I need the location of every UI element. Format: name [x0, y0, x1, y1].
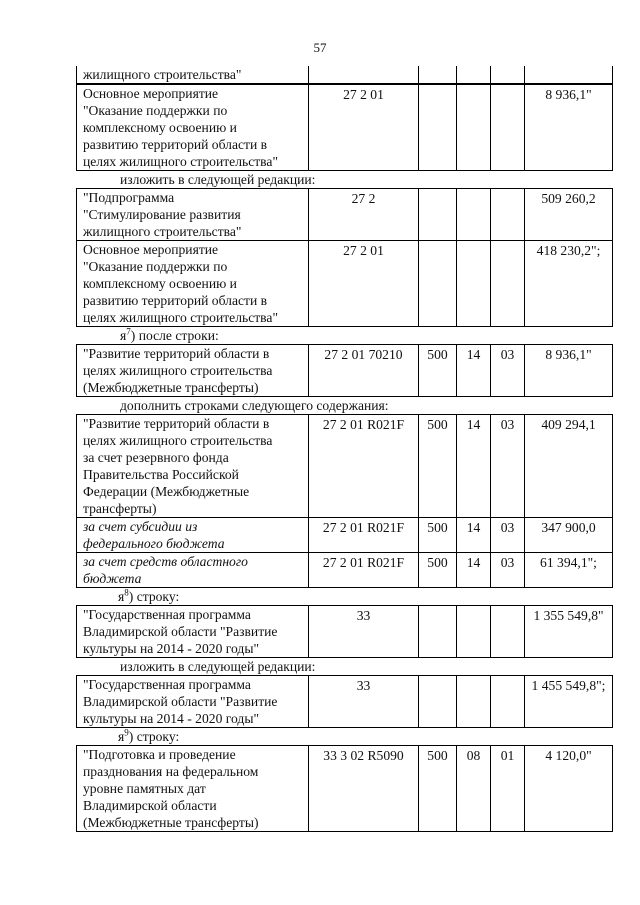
row-name-line: "Оказание поддержки по: [83, 259, 228, 274]
table-row: [77, 85, 613, 171]
instruction-item-letter: я: [118, 589, 125, 604]
classification-code-cell: 33 3 02 R5090: [309, 746, 419, 832]
row-name-line: за счет субсидии из: [83, 519, 198, 534]
amount-cell: 347 900,0: [525, 518, 613, 553]
row-name-line: за счет резервного фонда: [83, 450, 229, 465]
row-name-line: Правительства Российской: [83, 467, 239, 482]
page-number: 57: [313, 40, 327, 55]
row-name-line: целях жилищного строительства": [83, 154, 278, 169]
section-cell: 14: [457, 345, 491, 397]
expense-type-cell: 500: [419, 345, 457, 397]
amount-cell: 4 120,0": [525, 746, 613, 832]
row-name-line: "Развитие территорий области в: [83, 346, 270, 361]
expense-type-cell: 500: [419, 746, 457, 832]
row-name-line: Федерации (Межбюджетные: [83, 484, 250, 499]
row-name-line: развитию территорий области в: [83, 293, 268, 308]
instruction-text: изложить в следующей редакции:: [120, 172, 316, 187]
budget-table: [76, 605, 613, 658]
row-name-line: Владимирской области "Развитие: [83, 694, 278, 709]
expense-type-cell: [419, 241, 457, 327]
amount-cell: 61 394,1";: [525, 553, 613, 588]
section-cell: 14: [457, 518, 491, 553]
section-cell: [457, 66, 491, 84]
instruction-line: [76, 171, 612, 188]
instruction-item-number: 9: [124, 727, 129, 738]
amount-cell: 1 455 549,8";: [525, 676, 613, 728]
row-name-cell: [77, 189, 309, 241]
row-name-line: "Стимулирование развития: [83, 207, 241, 222]
instruction-item-letter: я: [118, 729, 125, 744]
table-row: [77, 746, 613, 832]
section-cell: [457, 189, 491, 241]
section-cell: [457, 85, 491, 171]
instruction-line: [76, 588, 612, 605]
row-name-cell: [77, 676, 309, 728]
classification-code-cell: 33: [309, 606, 419, 658]
row-name-line: Владимирской области: [83, 798, 217, 813]
subsection-cell: [491, 606, 525, 658]
instruction-item-number: 7: [126, 326, 131, 337]
budget-table: [76, 745, 613, 832]
subsection-cell: [491, 189, 525, 241]
budget-table: [76, 344, 613, 397]
instruction-text: ) строку:: [128, 589, 180, 604]
row-name-line: федерального бюджета: [83, 536, 225, 551]
table-row: [77, 345, 613, 397]
instruction-item-letter: я: [120, 328, 127, 343]
section-cell: [457, 241, 491, 327]
row-name-line: "Подпрограмма: [83, 190, 175, 205]
instruction-line: [76, 327, 612, 344]
instruction-text: ) после строки:: [130, 328, 219, 343]
document-body: [76, 66, 612, 832]
instruction-text: изложить в следующей редакции:: [120, 659, 316, 674]
row-name-line: комплексному освоению и: [83, 120, 237, 135]
section-cell: [457, 676, 491, 728]
row-name-line: целях жилищного строительства: [83, 433, 273, 448]
expense-type-cell: 500: [419, 415, 457, 518]
classification-code-cell: 27 2 01 70210: [309, 345, 419, 397]
row-name-cell: [77, 606, 309, 658]
row-name-line: празднования на федеральном: [83, 764, 259, 779]
row-name-cell: [77, 66, 309, 84]
row-name-line: Владимирской области "Развитие: [83, 624, 278, 639]
row-name-line: "Государственная программа: [83, 677, 251, 692]
amount-cell: 509 260,2: [525, 189, 613, 241]
table-row: [77, 66, 613, 84]
expense-type-cell: [419, 189, 457, 241]
budget-table: [76, 675, 613, 728]
table-row: [77, 415, 613, 518]
section-cell: 14: [457, 553, 491, 588]
table-row: [77, 241, 613, 327]
budget-table: [76, 84, 613, 171]
row-name-line: трансферты): [83, 501, 157, 516]
classification-code-cell: 33: [309, 676, 419, 728]
amount-cell: 8 936,1": [525, 85, 613, 171]
row-name-line: целях жилищного строительства": [83, 310, 278, 325]
expense-type-cell: [419, 606, 457, 658]
amount-cell: 418 230,2";: [525, 241, 613, 327]
row-name-cell: [77, 345, 309, 397]
subsection-cell: [491, 241, 525, 327]
expense-type-cell: [419, 676, 457, 728]
subsection-cell: 03: [491, 518, 525, 553]
subsection-cell: 01: [491, 746, 525, 832]
table-row: [77, 606, 613, 658]
table-row: [77, 189, 613, 241]
subsection-cell: [491, 676, 525, 728]
amount-cell: 8 936,1": [525, 345, 613, 397]
row-name-line: жилищного строительства": [83, 224, 242, 239]
row-name-cell: [77, 746, 309, 832]
row-name-line: культуры на 2014 - 2020 годы": [83, 641, 260, 656]
subsection-cell: [491, 66, 525, 84]
row-name-cell: [77, 518, 309, 553]
row-name-line: комплексному освоению и: [83, 276, 237, 291]
amount-cell: 409 294,1: [525, 415, 613, 518]
section-cell: [457, 606, 491, 658]
budget-table: [76, 188, 613, 327]
section-cell: 08: [457, 746, 491, 832]
budget-table: [76, 414, 613, 588]
amount-cell: 1 355 549,8": [525, 606, 613, 658]
table-row: [77, 518, 613, 553]
row-name-cell: [77, 415, 309, 518]
row-name-line: бюджета: [83, 571, 142, 586]
row-name-cell: [77, 85, 309, 171]
subsection-cell: 03: [491, 553, 525, 588]
subsection-cell: [491, 85, 525, 171]
row-name-line: уровне памятных дат: [83, 781, 206, 796]
instruction-line: [76, 728, 612, 745]
instruction-line: [76, 397, 612, 414]
budget-table: [76, 66, 613, 84]
classification-code-cell: 27 2 01: [309, 85, 419, 171]
classification-code-cell: [309, 66, 419, 84]
row-name-line: (Межбюджетные трансферты): [83, 815, 259, 830]
amount-cell: [525, 66, 613, 84]
expense-type-cell: [419, 85, 457, 171]
classification-code-cell: 27 2: [309, 189, 419, 241]
row-name-line: Основное мероприятие: [83, 242, 219, 257]
classification-code-cell: 27 2 01 R021F: [309, 518, 419, 553]
classification-code-cell: 27 2 01 R021F: [309, 553, 419, 588]
row-name-line: (Межбюджетные трансферты): [83, 380, 259, 395]
row-name-line: "Оказание поддержки по: [83, 103, 228, 118]
instruction-line: [76, 658, 612, 675]
row-name-line: "Государственная программа: [83, 607, 251, 622]
table-row: [77, 676, 613, 728]
section-cell: 14: [457, 415, 491, 518]
classification-code-cell: 27 2 01 R021F: [309, 415, 419, 518]
instruction-text: дополнить строками следующего содержания:: [120, 398, 389, 413]
row-name-cell: [77, 241, 309, 327]
expense-type-cell: [419, 66, 457, 84]
row-name-line: "Подготовка и проведение: [83, 747, 236, 762]
table-row: [77, 553, 613, 588]
row-name-line: культуры на 2014 - 2020 годы": [83, 711, 260, 726]
instruction-text: ) строку:: [128, 729, 180, 744]
row-name-cell: [77, 553, 309, 588]
row-name-line: Основное мероприятие: [83, 86, 219, 101]
row-name-line: жилищного строительства": [83, 67, 242, 82]
row-name-line: развитию территорий области в: [83, 137, 268, 152]
row-name-line: целях жилищного строительства: [83, 363, 273, 378]
instruction-item-number: 8: [124, 587, 129, 598]
row-name-line: "Развитие территорий области в: [83, 416, 270, 431]
subsection-cell: 03: [491, 345, 525, 397]
row-name-line: за счет средств областного: [83, 554, 248, 569]
expense-type-cell: 500: [419, 518, 457, 553]
classification-code-cell: 27 2 01: [309, 241, 419, 327]
subsection-cell: 03: [491, 415, 525, 518]
expense-type-cell: 500: [419, 553, 457, 588]
